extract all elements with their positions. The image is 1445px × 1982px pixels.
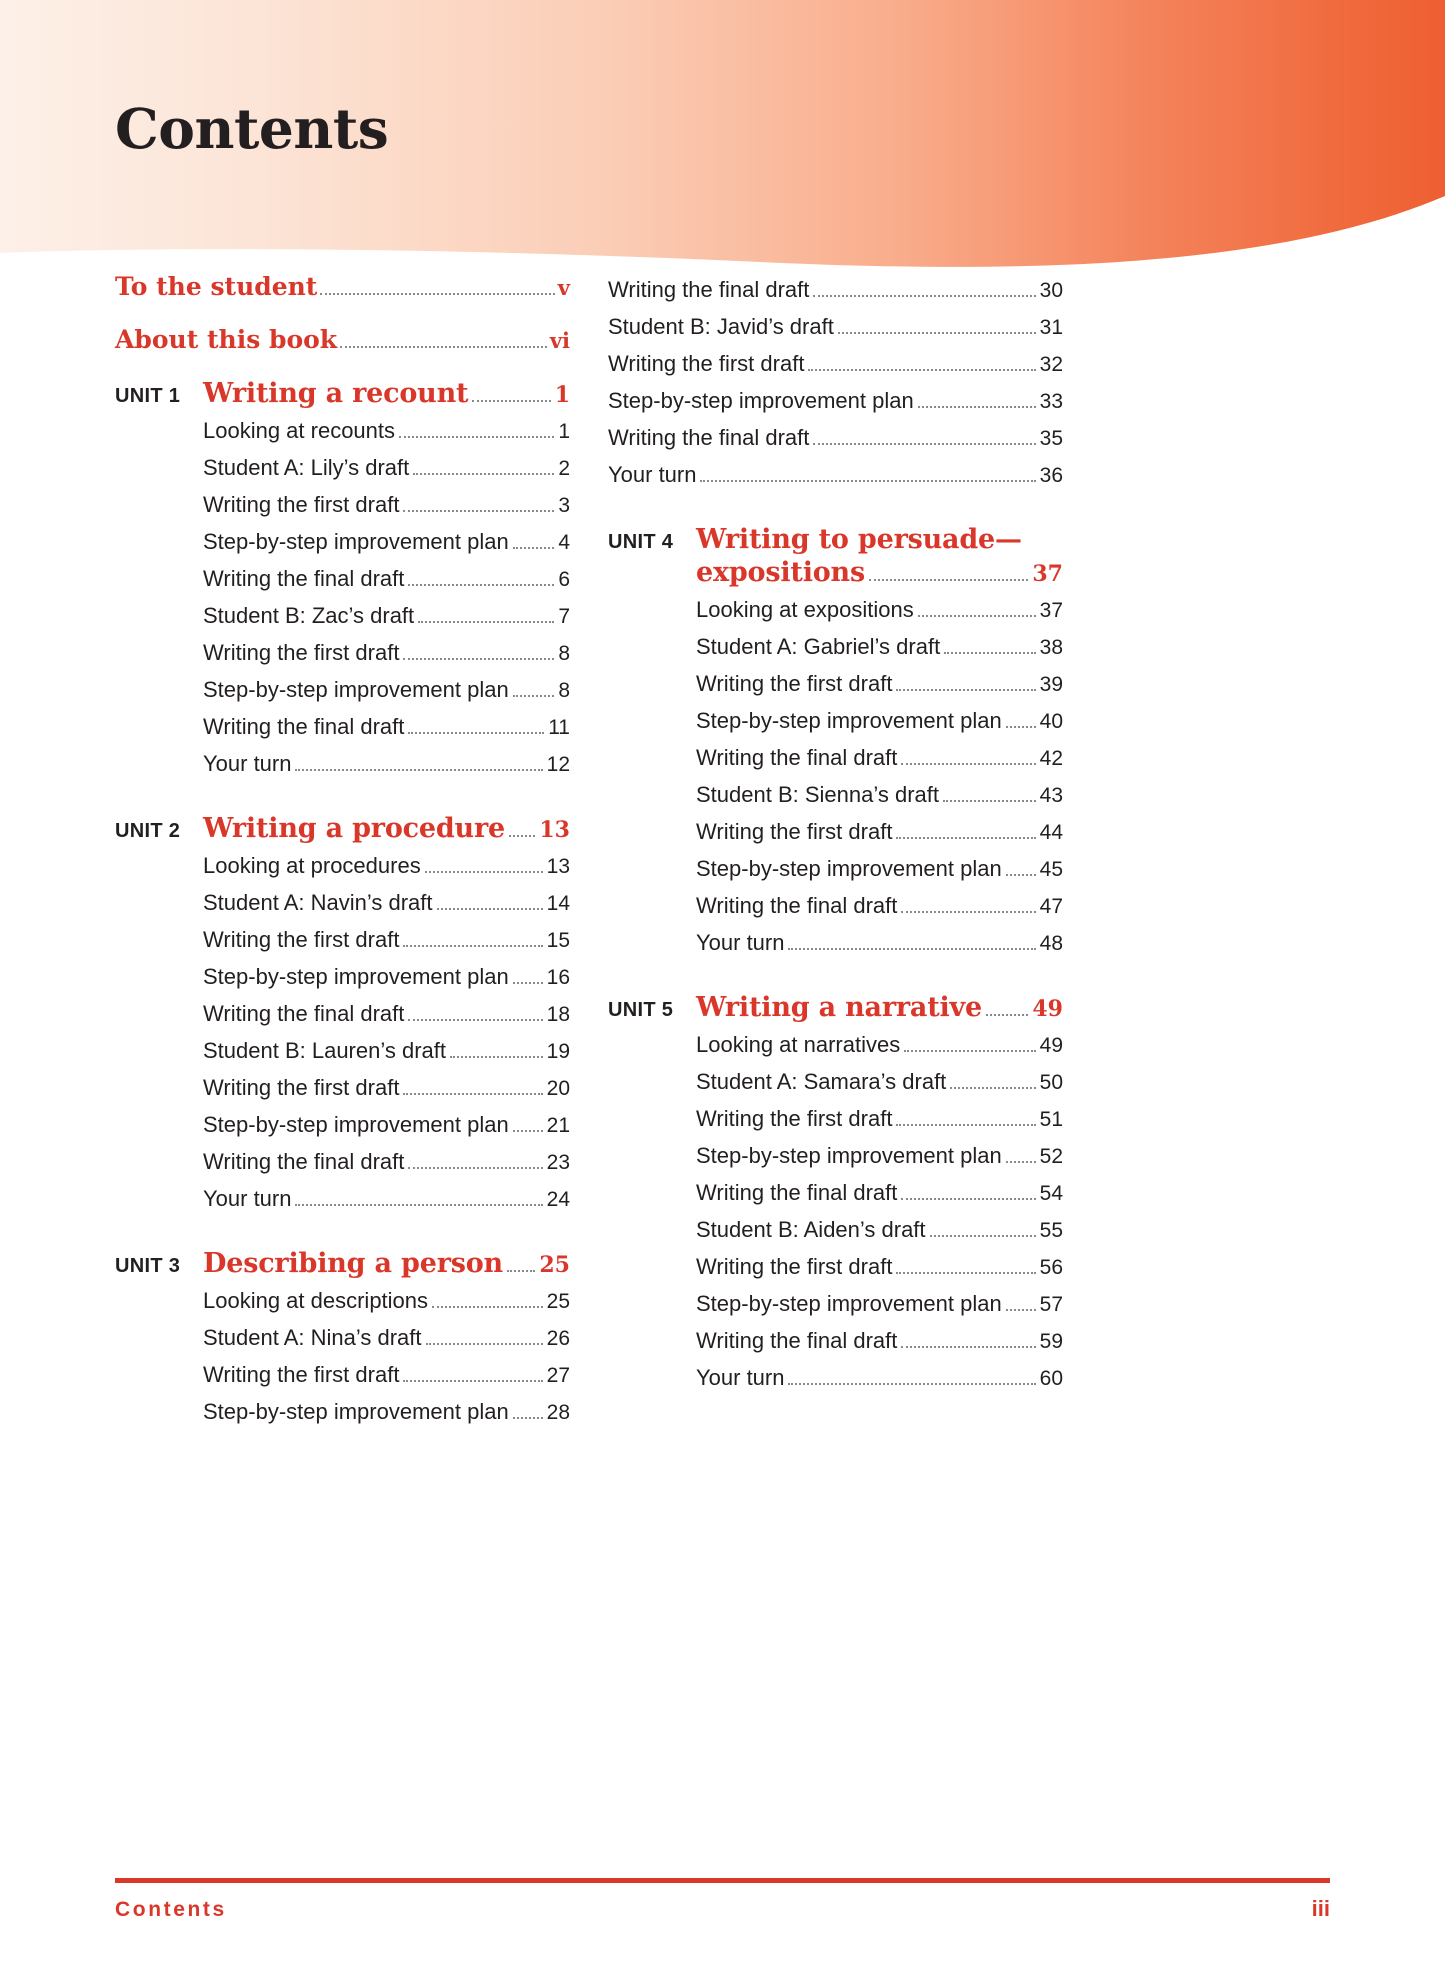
unit-title-wrap [696,992,1063,1023]
right-column [608,272,1063,1397]
front-matter-label: About this book [115,325,338,354]
contents-entry[interactable] [608,346,1063,383]
contents-entry-label: Writing the final draft [203,1000,405,1026]
contents-entry[interactable] [203,848,570,885]
contents-entry-page-number: 33 [1039,389,1063,413]
contents-entry-page-number: 15 [546,928,570,952]
contents-entry-page-number: 43 [1039,783,1063,807]
dot-leader [1006,726,1036,728]
contents-entry-page-number: 16 [546,965,570,989]
right-units [608,524,1063,1397]
contents-entry[interactable] [696,851,1063,888]
dot-leader [869,579,1028,581]
contents-entry-page-number: 52 [1039,1144,1063,1168]
contents-entry-page-number: 37 [1039,598,1063,622]
unit-page-number: 37 [1032,561,1063,587]
contents-entry-page-number: 3 [558,493,570,517]
contents-entry-label: Writing the final draft [608,424,810,450]
unit-block [115,1248,570,1431]
dot-leader [408,1019,542,1021]
contents-entry-label: Writing the first draft [696,818,893,844]
unit-block [115,813,570,1218]
unit-page-number: 25 [539,1252,570,1278]
front-matter-page-number: v [557,275,570,300]
dot-leader [788,1383,1035,1385]
dot-leader [901,911,1035,913]
dot-leader [509,835,535,837]
unit-heading[interactable] [115,1248,570,1279]
unit-block [608,524,1063,962]
contents-entry-label: Your turn [696,929,785,955]
contents-entry[interactable] [203,709,570,746]
contents-entry-label: Writing the first draft [203,639,400,665]
unit-title-wrap [203,1248,570,1279]
contents-entry-page-number: 40 [1039,709,1063,733]
page-footer [115,1878,1330,1922]
contents-entry[interactable] [203,1107,570,1144]
contents-entry-page-number: 18 [546,1002,570,1026]
contents-entry[interactable] [203,1181,570,1218]
contents-entry[interactable] [696,1064,1063,1101]
dot-leader [408,584,554,586]
contents-entry[interactable] [203,413,570,450]
dot-leader [295,1204,542,1206]
contents-entry-label: Writing the first draft [203,1361,400,1387]
front-matter-page-number: vi [549,328,570,353]
contents-entry-page-number: 31 [1039,315,1063,339]
unit-block [608,992,1063,1397]
dot-leader [513,982,543,984]
left-column [115,272,570,1431]
contents-entry-page-number: 39 [1039,672,1063,696]
contents-entry-label: Step-by-step improvement plan [696,707,1002,733]
contents-entry-label: Looking at recounts [203,417,396,443]
contents-entry[interactable] [203,959,570,996]
dot-leader [408,732,544,734]
unit-title-wrap [203,813,570,844]
front-matter-entry[interactable] [115,272,570,301]
dot-leader [930,1235,1036,1237]
contents-entry[interactable] [696,888,1063,925]
contents-entry-label: Your turn [203,750,292,776]
contents-entry-page-number: 50 [1039,1070,1063,1094]
dot-leader [950,1087,1035,1089]
contents-entry-label: Writing the final draft [608,276,810,302]
contents-entry-page-number: 24 [546,1187,570,1211]
unit-title-line [696,557,1063,588]
dot-leader [918,615,1036,617]
front-matter-label: To the student [115,272,318,301]
contents-entry-label: Writing the first draft [203,491,400,517]
continued-entry-list [608,272,1063,494]
page-title: Contents [115,96,389,161]
contents-entry[interactable] [696,1212,1063,1249]
contents-entry[interactable] [696,1286,1063,1323]
contents-entry-page-number: 4 [558,530,570,554]
dot-leader [399,436,554,438]
contents-entry[interactable] [696,1138,1063,1175]
dot-leader [901,763,1035,765]
dot-leader [944,652,1035,654]
contents-entry-label: Student B: Sienna’s draft [696,781,939,807]
contents-entry[interactable] [203,746,570,783]
contents-entry-page-number: 25 [546,1289,570,1313]
contents-entry[interactable] [203,885,570,922]
unit-heading[interactable] [115,378,570,409]
contents-entry-label: Writing the final draft [203,713,405,739]
contents-entry-label: Your turn [203,1185,292,1211]
contents-entry-label: Writing the final draft [203,1148,405,1174]
contents-entry-label: Student A: Nina’s draft [203,1324,422,1350]
dot-leader [425,871,543,873]
contents-entry[interactable] [203,561,570,598]
contents-entry-label: Step-by-step improvement plan [608,387,914,413]
dot-leader [896,837,1035,839]
dot-leader [896,1124,1035,1126]
contents-entry[interactable] [696,1360,1063,1397]
dot-leader [295,769,542,771]
dot-leader [507,1270,535,1272]
unit-page-number: 49 [1032,996,1063,1022]
contents-entry[interactable] [608,272,1063,309]
contents-entry[interactable] [696,1027,1063,1064]
contents-entry[interactable] [608,457,1063,494]
contents-entry-page-number: 54 [1039,1181,1063,1205]
dot-leader [901,1346,1035,1348]
contents-entry[interactable] [203,922,570,959]
contents-entry[interactable] [203,1283,570,1320]
dot-leader [896,689,1035,691]
contents-entry-page-number: 8 [558,678,570,702]
unit-title-line [696,524,1063,555]
contents-entry-label: Student B: Aiden’s draft [696,1216,926,1242]
unit-title-wrap [203,378,570,409]
contents-entry-page-number: 13 [546,854,570,878]
contents-entry-page-number: 55 [1039,1218,1063,1242]
dot-leader [403,1380,542,1382]
contents-entry-page-number: 14 [546,891,570,915]
contents-entry-label: Step-by-step improvement plan [203,1111,509,1137]
contents-entry-label: Step-by-step improvement plan [203,1398,509,1424]
contents-entry-label: Step-by-step improvement plan [696,1290,1002,1316]
contents-entry[interactable] [696,777,1063,814]
contents-entry-page-number: 7 [558,604,570,628]
dot-leader [813,443,1035,445]
contents-entry[interactable] [608,309,1063,346]
contents-entry[interactable] [203,1070,570,1107]
unit-title-line [696,992,1063,1023]
contents-entry-label: Writing the first draft [608,350,805,376]
dot-leader [403,658,554,660]
dot-leader [1006,874,1036,876]
contents-entry-page-number: 38 [1039,635,1063,659]
dot-leader [418,621,554,623]
contents-entry[interactable] [696,1249,1063,1286]
contents-entry-page-number: 32 [1039,352,1063,376]
contents-entry[interactable] [696,925,1063,962]
unit-number-label: UNIT 5 [608,999,674,1021]
unit-title: Writing to persuade— [696,524,1022,555]
contents-entry-label: Student A: Lily’s draft [203,454,410,480]
contents-entry[interactable] [203,1357,570,1394]
unit-title: Writing a narrative [696,992,982,1023]
contents-entry-label: Student A: Navin’s draft [203,889,433,915]
dot-leader [1006,1161,1036,1163]
contents-entry-label: Writing the final draft [696,744,898,770]
contents-entry-page-number: 30 [1039,278,1063,302]
contents-entry[interactable] [203,672,570,709]
contents-entry[interactable] [203,1033,570,1070]
contents-entry-label: Writing the first draft [696,670,893,696]
contents-entry-page-number: 42 [1039,746,1063,770]
contents-entry-label: Student A: Gabriel’s draft [696,633,941,659]
contents-entry-label: Looking at procedures [203,852,421,878]
contents-entry-label: Your turn [696,1364,785,1390]
dot-leader [432,1306,543,1308]
unit-number-label: UNIT 1 [115,385,181,407]
unit-title: Writing a procedure [203,813,505,844]
unit-entry-list [203,848,570,1218]
contents-entry-label: Step-by-step improvement plan [696,1142,1002,1168]
unit-title-line [203,1248,570,1279]
contents-entry-page-number: 20 [546,1076,570,1100]
dot-leader [403,510,554,512]
contents-entry-label: Writing the first draft [696,1105,893,1131]
unit-title-line [203,378,570,409]
contents-entry-page-number: 12 [546,752,570,776]
contents-entry[interactable] [696,740,1063,777]
dot-leader [408,1167,542,1169]
front-matter-entry[interactable] [115,325,570,354]
dot-leader [838,332,1036,334]
unit-heading[interactable] [115,813,570,844]
dot-leader [513,695,555,697]
dot-leader [513,547,555,549]
contents-entry-page-number: 60 [1039,1366,1063,1390]
footer-label: Contents [115,1898,227,1921]
contents-entry-page-number: 49 [1039,1033,1063,1057]
contents-entry-label: Writing the final draft [696,1327,898,1353]
contents-entry-page-number: 23 [546,1150,570,1174]
contents-entry-page-number: 8 [558,641,570,665]
unit-page-number: 1 [554,382,570,408]
unit-title: expositions [696,557,865,588]
contents-entry-page-number: 47 [1039,894,1063,918]
dot-leader [403,1093,542,1095]
contents-entry[interactable] [608,420,1063,457]
contents-entry-label: Student A: Samara’s draft [696,1068,947,1094]
contents-entry[interactable] [696,629,1063,666]
dot-leader [450,1056,543,1058]
unit-heading[interactable] [608,524,1063,588]
dot-leader [943,800,1036,802]
contents-entry-label: Writing the final draft [203,565,405,591]
contents-entry-page-number: 56 [1039,1255,1063,1279]
dot-leader [340,346,547,348]
contents-entry[interactable] [203,450,570,487]
contents-entry-page-number: 48 [1039,931,1063,955]
contents-entry-label: Student B: Javid’s draft [608,313,834,339]
contents-entry[interactable] [696,1323,1063,1360]
contents-entry-page-number: 45 [1039,857,1063,881]
contents-entry[interactable] [696,1175,1063,1212]
contents-entry[interactable] [203,635,570,672]
contents-entry-label: Writing the final draft [696,892,898,918]
contents-entry[interactable] [696,1101,1063,1138]
contents-entry-page-number: 6 [558,567,570,591]
front-matter-list [115,272,570,354]
contents-entry-page-number: 1 [558,419,570,443]
unit-title-wrap [696,524,1063,588]
contents-entry[interactable] [203,1320,570,1357]
contents-entry-page-number: 19 [546,1039,570,1063]
contents-entry-page-number: 35 [1039,426,1063,450]
footer-divider [115,1878,1330,1883]
contents-entry[interactable] [203,487,570,524]
contents-entry[interactable] [203,1144,570,1181]
contents-entry-page-number: 57 [1039,1292,1063,1316]
footer-page-number: iii [1311,1896,1330,1921]
contents-entry-label: Your turn [608,461,697,487]
contents-entry-label: Step-by-step improvement plan [203,963,509,989]
contents-entry-label: Student B: Zac’s draft [203,602,415,628]
contents-entry-page-number: 21 [546,1113,570,1137]
footer-row [115,1896,1330,1922]
dot-leader [918,406,1036,408]
dot-leader [788,948,1035,950]
dot-leader [813,295,1035,297]
dot-leader [413,473,554,475]
contents-entry[interactable] [696,592,1063,629]
dot-leader [472,400,550,402]
left-units [115,378,570,1431]
unit-heading[interactable] [608,992,1063,1023]
unit-number-label: UNIT 2 [115,820,181,842]
contents-entry[interactable] [696,814,1063,851]
unit-block [115,378,570,783]
contents-entry-page-number: 11 [548,715,570,739]
contents-entry-label: Looking at descriptions [203,1287,429,1313]
contents-entry-label: Writing the first draft [203,926,400,952]
contents-entry[interactable] [696,666,1063,703]
dot-leader [896,1272,1035,1274]
dot-leader [904,1050,1035,1052]
contents-entry-page-number: 36 [1039,463,1063,487]
contents-entry-label: Looking at expositions [696,596,914,622]
contents-entry-label: Step-by-step improvement plan [203,528,509,554]
contents-entry-page-number: 28 [546,1400,570,1424]
dot-leader [426,1343,543,1345]
dot-leader [513,1417,543,1419]
contents-entry-label: Writing the final draft [696,1179,898,1205]
contents-entry-label: Writing the first draft [696,1253,893,1279]
unit-title: Writing a recount [203,378,469,409]
contents-entry[interactable] [203,996,570,1033]
dot-leader [808,369,1035,371]
unit-entry-list [203,1283,570,1431]
unit-title-line [203,813,570,844]
dot-leader [437,908,543,910]
contents-entry[interactable] [203,598,570,635]
unit-number-label: UNIT 3 [115,1255,181,1277]
contents-entry-label: Step-by-step improvement plan [696,855,1002,881]
dot-leader [513,1130,543,1132]
contents-entry[interactable] [608,383,1063,420]
contents-entry[interactable] [203,1394,570,1431]
unit-entry-list [203,413,570,783]
contents-entry-label: Looking at narratives [696,1031,901,1057]
contents-entry-label: Student B: Lauren’s draft [203,1037,446,1063]
dot-leader [403,945,542,947]
contents-entry-label: Writing the first draft [203,1074,400,1100]
contents-entry[interactable] [696,703,1063,740]
contents-entry-page-number: 26 [546,1326,570,1350]
contents-entry-page-number: 2 [558,456,570,480]
header-banner [0,0,1445,300]
dot-leader [901,1198,1035,1200]
unit-title: Describing a person [203,1248,503,1279]
contents-entry-page-number: 51 [1039,1107,1063,1131]
unit-number-label: UNIT 4 [608,531,674,553]
dot-leader [320,293,554,295]
contents-entry-page-number: 44 [1039,820,1063,844]
dot-leader [986,1014,1028,1016]
dot-leader [1006,1309,1036,1311]
unit-page-number: 13 [539,817,570,843]
contents-entry-label: Step-by-step improvement plan [203,676,509,702]
contents-entry-page-number: 27 [546,1363,570,1387]
unit-entry-list [696,1027,1063,1397]
contents-entry-page-number: 59 [1039,1329,1063,1353]
contents-entry[interactable] [203,524,570,561]
unit-entry-list [696,592,1063,962]
dot-leader [700,480,1035,482]
